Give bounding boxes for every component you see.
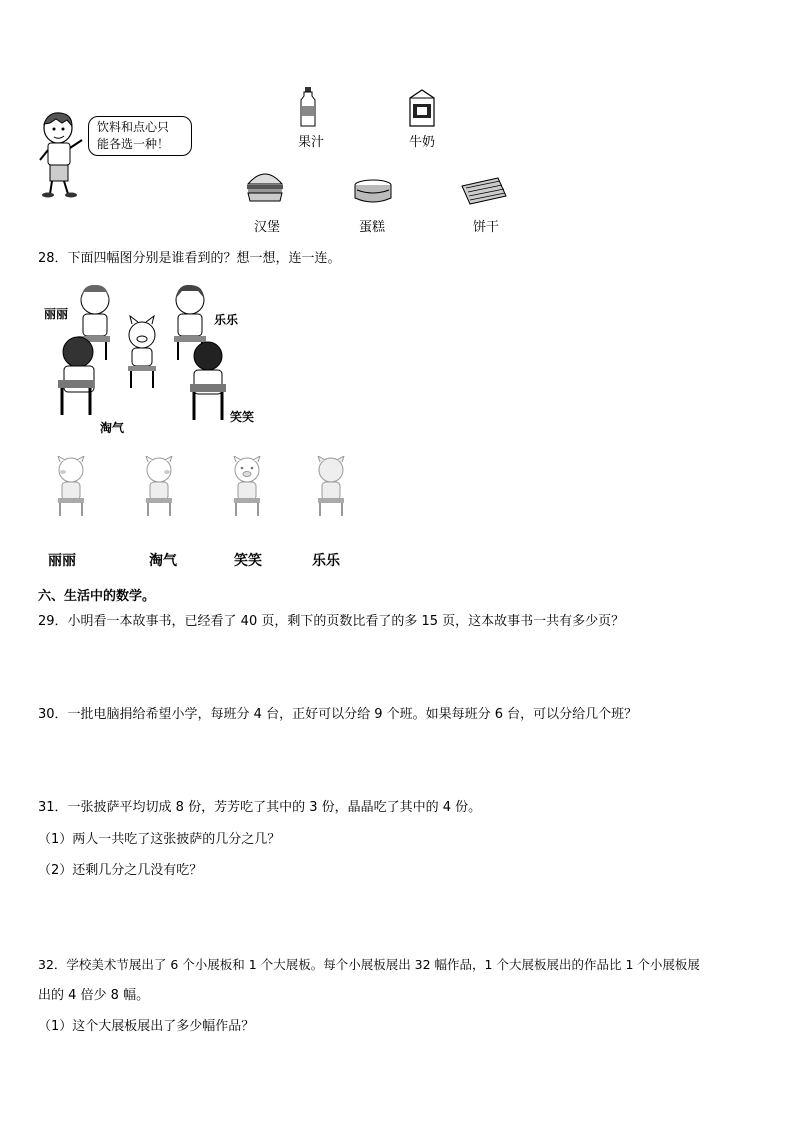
speech-bubble	[88, 116, 192, 156]
cake-icon	[353, 178, 393, 210]
speech-line-2: 能各选一种！	[97, 137, 170, 151]
scene-name-lili: 丽丽	[44, 307, 69, 321]
scene-name-taoqi: 淘气	[100, 421, 125, 435]
milk-carton-icon	[406, 88, 438, 132]
food-label-biscuit: 饼干	[472, 220, 499, 235]
view-label-xiaoxiao: 笑笑	[234, 553, 262, 569]
food-label-hamburger: 汉堡	[253, 220, 280, 235]
pig-view-1	[50, 456, 92, 522]
question-32-line-1: 32．学校美术节展出了 6 个小展板和 1 个大展板。每个小展板展出 32 幅作品，1 个大展板展出的作品比 1 个小展板展	[38, 957, 700, 972]
food-label-milk: 牛奶	[408, 135, 435, 150]
food-label-cake: 蛋糕	[358, 220, 385, 235]
view-label-taoqi: 淘气	[149, 553, 177, 569]
scene-name-xiaoxiao: 笑笑	[230, 410, 255, 424]
kids-around-pig-scene	[40, 280, 260, 430]
boy-figure	[34, 110, 90, 198]
scene-name-lele: 乐乐	[214, 313, 239, 327]
juice-bottle-icon	[298, 86, 318, 132]
speech-line-1: 饮料和点心只	[97, 120, 170, 134]
food-label-juice: 果汁	[297, 135, 324, 150]
pig-view-2	[138, 456, 180, 522]
section-6-title: 六、生活中的数学。	[38, 589, 156, 604]
question-31-sub-1: （1）两人一共吃了这张披萨的几分之几？	[38, 832, 281, 847]
question-28-text: 28．下面四幅图分别是谁看到的？想一想，连一连。	[38, 251, 341, 266]
question-30-text: 30．一批电脑捐给希望小学，每班分 4 台，正好可以分给 9 个班。如果每班分 6 台，可以分给几个班？	[38, 707, 638, 722]
question-32-line-2: 出的 4 倍少 8 幅。	[38, 988, 150, 1003]
pig-view-4	[310, 456, 352, 522]
question-32-sub-1: （1）这个大展板展出了多少幅作品？	[38, 1019, 255, 1034]
hamburger-icon	[245, 168, 285, 208]
biscuit-icon	[458, 176, 510, 212]
view-label-lele: 乐乐	[312, 553, 340, 569]
pig-view-3	[226, 456, 268, 522]
question-31-sub-2: （2）还剩几分之几没有吃？	[38, 863, 203, 878]
question-31-text: 31．一张披萨平均切成 8 份，芳芳吃了其中的 3 份，晶晶吃了其中的 4 份。	[38, 800, 482, 815]
view-label-lili: 丽丽	[48, 553, 76, 569]
question-29-text: 29．小明看一本故事书，已经看了 40 页，剩下的页数比看了的多 15 页，这本故事书一共有多少页？	[38, 614, 625, 629]
